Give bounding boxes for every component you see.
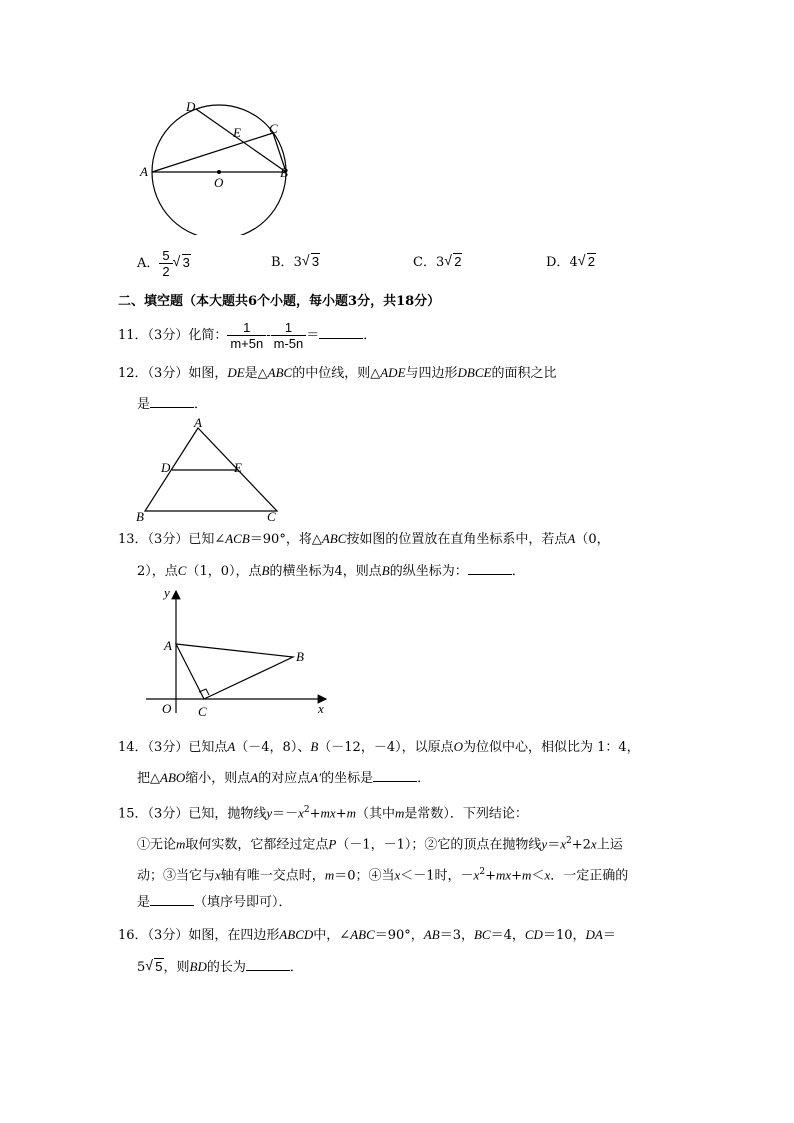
text-span: ，则 [163,960,190,975]
text-span: + [335,806,347,822]
chord-ac [152,133,273,172]
label-a: A [164,638,172,653]
text-span: ＝ [547,837,561,853]
question-14-line-1 [118,738,640,757]
text-span: 的纵坐标为： [389,564,468,579]
text-span: x [394,867,401,883]
question-14-line-2 [137,769,430,788]
text-span: ． [363,328,377,343]
text-span: 是常数）．下列结论： [404,806,528,822]
answer-blank[interactable] [150,893,194,906]
text-span: 3 [311,254,320,269]
question-11 [118,320,376,351]
label-a: A [194,415,202,430]
text-span: 15．（3分）已知，抛物线 [118,806,267,822]
question-16-line-1 [118,926,616,945]
center-point [217,170,221,174]
text-span: 的长为 [206,960,246,975]
text-span: + [309,806,321,822]
text-span: 2 [587,254,595,269]
text-span: 取何实数，它都经过定点 [185,837,329,853]
text-span: （－12，－4），以原点 [318,740,454,755]
text-span: 与四边形 [405,366,458,381]
answer-blank[interactable] [246,958,290,971]
text-span: ＜ [531,868,545,884]
text-span: 的横坐标为4，则点 [269,564,382,579]
text-span: m [522,867,532,883]
text-span: 动；③当它与 [137,868,216,884]
text-span: ＝4， [490,928,525,943]
question-16-line-2: 5 √ 5，则BD的长为 ． [137,957,303,975]
text-span: y [266,805,273,821]
circle-figure [130,95,300,235]
text-span: + [485,868,496,884]
text-span: 5 [159,248,172,264]
text-span: AB [423,927,440,942]
label-b: B [280,165,288,180]
text-span: ABC [350,927,375,942]
text-span: 3 [293,255,302,270]
text-span: ． [417,771,431,786]
label-a: A [140,164,148,179]
text-span: B． [271,255,294,270]
text-span: ． [194,397,208,412]
text-span: 2），点 [137,564,178,579]
text-span: 5 [137,960,146,975]
text-span: 是 [137,895,151,910]
label-b: B [296,649,304,664]
chord-db [196,109,286,172]
text-span: 是△ [244,366,268,381]
text-span: m [395,805,405,821]
question-12-line-1 [118,364,557,383]
text-span: DA [585,927,603,942]
text-span: 上运 [596,837,623,853]
text-span: 按如图的位置放在直角坐标系中，若点 [346,532,568,547]
label-c: C [269,121,278,136]
question-13-line-1 [118,530,610,549]
text-span: ABCD [279,927,314,942]
text-span: ABC [267,365,293,380]
text-span: 3 [182,255,190,270]
text-span: m [324,867,335,883]
text-span: m+5n [230,336,264,351]
text-span: 1 [227,320,266,336]
text-span: 2 [162,264,170,279]
text-span: DBCE [457,365,492,380]
text-span: B [310,739,319,754]
text-span: x [544,867,551,883]
text-span: （－4，8）、 [235,740,311,755]
text-span: （填序号即可）． [194,895,292,910]
section-2-heading: 二、填空题（本大题共6个小题，每小题3分，共18分） [118,294,441,309]
text-span: 3 [435,255,445,270]
text-span: 12．（3分）如图， [118,366,228,381]
text-span: 11．（3分）化简： [118,328,228,343]
text-span: ACB [225,531,250,546]
text-span: ＝0；④当 [334,868,395,884]
text-span: x [298,805,304,821]
label-c: C [198,704,207,719]
label-c: C [267,509,276,524]
text-span: ADE [380,365,406,380]
text-span: 4 [569,255,578,270]
answer-blank[interactable] [468,562,512,575]
text-span: ．一定正确的 [550,868,629,884]
text-span: ABO [160,770,186,785]
text-span: 5 [155,959,163,974]
text-span: 把△ [137,771,160,786]
text-span: ＝90°， [374,928,424,943]
label-d: D [161,460,171,475]
text-span: ＝3， [439,928,474,943]
text-span: y [541,836,548,852]
text-span: ＝－ [272,806,299,822]
text-span: x [560,836,566,852]
text-span: ＝ [602,928,616,943]
text-span: - [266,328,271,343]
label-o: O [162,701,172,716]
text-span: mx [495,867,512,883]
text-span: O [453,739,463,754]
text-span: A [567,531,576,546]
question-12-line-2 [137,395,207,414]
superscript: 2 [479,867,486,877]
text-span: A′ [310,770,322,785]
answer-blank[interactable] [319,326,363,339]
answer-blank[interactable] [373,769,417,782]
text-span: A [250,770,259,785]
label-y: y [164,585,170,600]
question-15-line-2 [137,832,623,854]
text-span: 16．（3分）如图，在四边形 [118,928,280,943]
label-e: E [234,460,242,475]
text-span: ＝10， [542,928,586,943]
label-e: E [233,125,241,140]
text-span: BC [473,927,491,942]
text-span: D． [546,255,570,270]
text-span: 的面积之比 [491,366,557,381]
question-15-line-4 [137,893,292,912]
text-span: +2 [571,837,591,853]
text-span: A． [137,256,160,271]
label-d: D [186,99,196,114]
q10-option-d: D．4 √ 2 [546,252,595,270]
text-span: （1，0），点 [186,564,262,579]
text-span: A [227,739,236,754]
q10-option-c: C．3 √ 2 [413,252,462,270]
text-span: 的坐标是 [321,771,374,786]
text-span: ． [511,564,525,579]
text-span: 是 [137,397,151,412]
text-span: 14．（3分）已知点 [118,740,228,755]
text-span: （其中 [356,806,396,822]
text-span: C [177,563,187,578]
text-span: x [473,867,480,883]
q10-option-a: A． $\frac{5}{2}$ √ 3 [137,248,190,279]
label-o: O [214,175,224,190]
text-span: P [328,836,337,852]
coordinate-figure-q13 [140,585,340,720]
text-span: mx [320,805,336,821]
text-span: ABC [321,531,347,546]
text-span: ＝90°，将△ [249,532,322,547]
triangle-figure-q12 [130,415,290,527]
text-span: C． [413,255,436,270]
text-span: 13．（3分）已知∠ [118,532,226,547]
text-span: ． [289,960,303,975]
text-span: 2 [454,254,462,269]
text-span: x [215,867,221,883]
text-span: BD [189,959,207,974]
label-b: B [136,509,144,524]
question-15-line-1 [118,801,528,823]
text-span: ＜－1时，－ [400,868,474,884]
text-span: 的对应点 [258,771,311,786]
text-span: + [511,868,523,884]
text-span: DE [227,365,245,380]
q10-option-b: B．3 √ 3 [271,252,320,270]
text-span: 轴有唯一交点时， [220,868,325,884]
text-span: 中，∠ [313,928,351,943]
text-span: m-5n [273,336,304,351]
text-span: ①无论 [137,837,177,853]
text-span: x [590,836,597,852]
text-span: CD [524,927,543,942]
answer-blank[interactable] [150,395,194,408]
text-span: 缩小，则点 [185,771,251,786]
question-13-line-2 [137,562,525,581]
text-span: m [176,836,186,852]
text-span: 为位似中心，相似比为 1：4， [463,740,640,755]
superscript: 2 [303,805,310,815]
text-span: 1 [271,320,307,336]
text-span: m [346,805,357,821]
text-span: （－1，－1）；②它的顶点在抛物线 [336,837,542,853]
text-span: （0， [575,532,610,547]
text-span: B [261,563,270,578]
superscript: 2 [566,836,572,846]
label-x: x [318,701,324,716]
triangle-abc [176,644,293,699]
text-span: 的中位线，则△ [292,366,381,381]
text-span: ＝ [306,328,320,343]
text-span: B [381,563,390,578]
question-15-line-3 [137,863,628,885]
